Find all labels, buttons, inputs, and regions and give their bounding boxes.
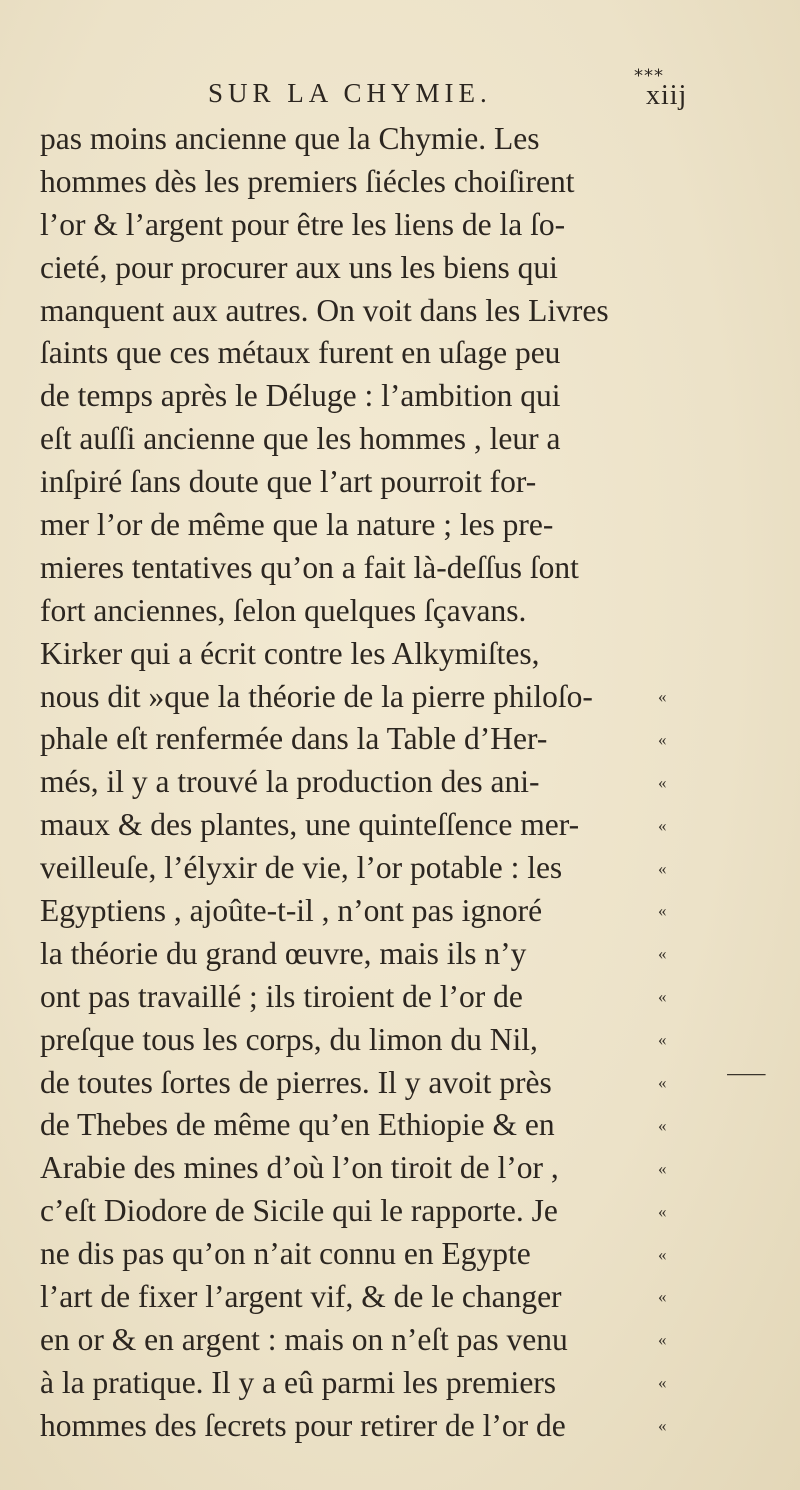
- quote-mark: «: [658, 858, 667, 878]
- text-line: ont pas travaillé ; ils tiroient de l’or de: [40, 978, 523, 1014]
- quotation-marks-column: [658, 676, 698, 1448]
- quote-mark: «: [658, 772, 667, 792]
- text-line: mer l’or de même que la nature ; les pre-: [40, 507, 554, 543]
- quote-mark: «: [658, 729, 667, 749]
- text-line: l’art de fixer l’argent vif, & de le changer: [40, 1279, 562, 1315]
- quote-mark: «: [658, 901, 667, 921]
- text-line: de Thebes de même qu’en Ethiopie & en: [40, 1107, 555, 1143]
- quote-mark: «: [658, 1373, 667, 1393]
- text-line: més, il y a trouvé la production des ani-: [40, 764, 540, 800]
- text-line: maux & des plantes, une quinteſſence mer-: [40, 807, 580, 843]
- page-number: xiij: [646, 80, 688, 111]
- text-line: hommes dès les premiers ſiécles choiſirent: [40, 163, 575, 199]
- quote-mark: «: [658, 987, 667, 1007]
- text-line: pas moins ancienne que la Chymie. Les: [40, 121, 540, 156]
- text-line: veilleuſe, l’élyxir de vie, l’or potable : les: [40, 850, 563, 886]
- text-line: c’eſt Diodore de Sicile qui le rapporte. Je: [40, 1193, 558, 1229]
- quote-mark: «: [658, 1115, 667, 1135]
- text-line: en or & en argent : mais on n’eſt pas venu: [40, 1321, 568, 1357]
- text-line: mieres tentatives qu’on a fait là-deſſus ſont: [40, 549, 579, 585]
- text-line: inſpiré ſans doute que l’art pourroit for-: [40, 464, 537, 500]
- quote-mark: «: [658, 1073, 667, 1093]
- text-line: l’or & l’argent pour être les liens de la ſo-: [40, 206, 566, 242]
- text-line: nous dit »que la théorie de la pierre philoſo-: [40, 678, 593, 714]
- quote-mark: «: [658, 944, 667, 964]
- quote-mark: «: [658, 1416, 667, 1436]
- text-line: fort anciennes, ſelon quelques ſçavans.: [40, 592, 527, 628]
- text-line: ſaints que ces métaux furent en uſage peu: [40, 335, 561, 371]
- text-line: preſque tous les corps, du limon du Nil,: [40, 1021, 538, 1057]
- text-line: Arabie des mines d’où l’on tiroit de l’or ,: [40, 1150, 559, 1186]
- text-line: Egyptiens , ajoûte-t-il , n’ont pas ignoré: [40, 893, 543, 929]
- running-title: SUR LA CHYMIE.: [208, 78, 492, 108]
- text-line: de toutes ſortes de pierres. Il y avoit près: [40, 1064, 552, 1100]
- text-line: à la pratique. Il y a eû parmi les premiers: [40, 1364, 557, 1400]
- quote-mark: «: [658, 1287, 667, 1307]
- text-line: hommes des ſecrets pour retirer de l’or de: [40, 1407, 566, 1443]
- text-line: eſt auſſi ancienne que les hommes , leur a: [40, 421, 561, 457]
- quote-mark: «: [658, 687, 667, 706]
- text-line: phale eſt renfermée dans la Table d’Her-: [40, 721, 548, 757]
- text-line: de temps après le Déluge : l’ambition qui: [40, 378, 561, 414]
- text-line: cieté, pour procurer aux uns les biens qui: [40, 249, 558, 285]
- text-line: manquent aux autres. On voit dans les Livres: [40, 292, 609, 328]
- quote-mark: «: [658, 815, 667, 835]
- margin-flourish: ⸺: [726, 1059, 767, 1087]
- quote-mark: «: [658, 1030, 667, 1050]
- quote-mark: «: [658, 1201, 667, 1221]
- page-header: [208, 60, 688, 118]
- ornament: ⁎⁎⁎: [634, 60, 664, 80]
- text-line: Kirker qui a écrit contre les Alkymiſtes,: [40, 635, 540, 671]
- quote-mark: «: [658, 1330, 667, 1350]
- quote-mark: «: [658, 1158, 667, 1178]
- text-line: ne dis pas qu’on n’ait connu en Egypte: [40, 1236, 531, 1272]
- quote-mark: «: [658, 1244, 667, 1264]
- text-line: la théorie du grand œuvre, mais ils n’y: [40, 935, 527, 971]
- body-text: [40, 118, 645, 1448]
